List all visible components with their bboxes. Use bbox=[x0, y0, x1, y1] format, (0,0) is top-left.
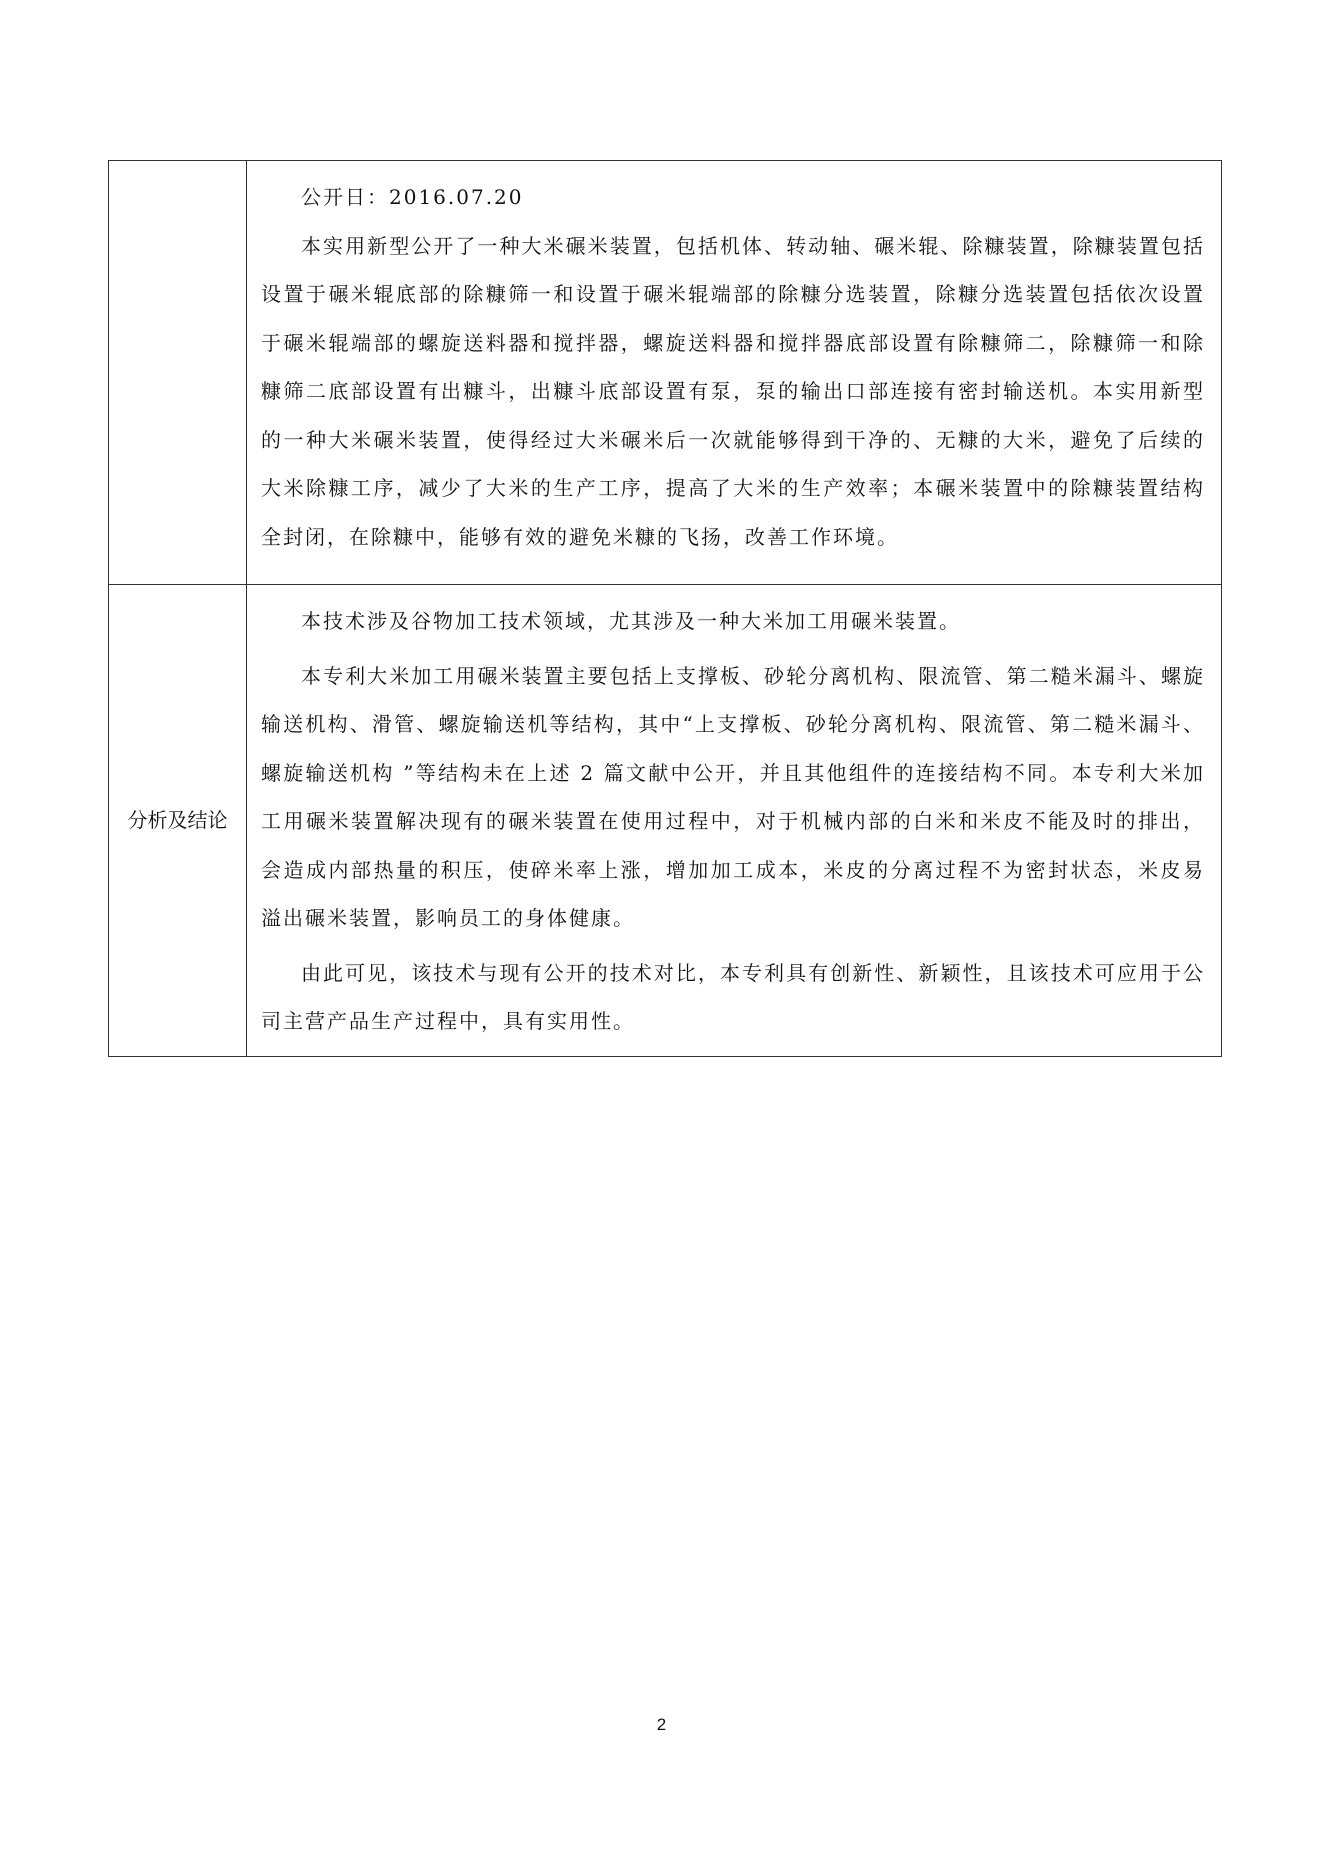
analysis-paragraph-conclusion: 由此可见，该技术与现有公开的技术对比，本专利具有创新性、新颖性，且该技术可应用于公司主营产品生产过程中，具有实用性。 bbox=[261, 960, 1205, 1033]
analysis-content-cell bbox=[247, 585, 1222, 1057]
analysis-paragraph-field: 本技术涉及谷物加工技术领域，尤其涉及一种大米加工用碾米装置。 bbox=[301, 609, 961, 633]
page-number: 2 bbox=[656, 1715, 667, 1734]
analysis-paragraph-comparison: 本专利大米加工用碾米装置主要包括上支撑板、砂轮分离机构、限流管、第二糙米漏斗、螺旋输送机构、滑管、螺旋输送机等结构，其中“上支撑板、砂轮分离机构、限流管、第二糙米漏斗、螺旋输送机构 ”等结构未在上述 2 篇文献中公开，并且其他组件的连接结构不同。本专利大米加工用碾米装置解决现有的碾米装置在使用过程中，对于机械内部的白米和米皮不能及时的排出，会造成内部热量的积压，使碎米率上涨，增加加工成本，米皮的分离过程不为密封状态，米皮易溢出碾米装置，影响员工的身体健康。 bbox=[261, 663, 1205, 930]
publication-content-cell bbox=[247, 161, 1222, 585]
publication-date: 公开日：2016.07.20 bbox=[301, 185, 524, 209]
row-label-empty bbox=[109, 161, 247, 585]
table-row-publication bbox=[109, 161, 1222, 585]
patent-abstract-paragraph: 本实用新型公开了一种大米碾米装置，包括机体、转动轴、碾米辊、除糠装置，除糠装置包括设置于碾米辊底部的除糠筛一和设置于碾米辊端部的除糠分选装置，除糠分选装置包括依次设置于碾米辊端部的螺旋送料器和搅拌器，螺旋送料器和搅拌器底部设置有除糠筛二，除糠筛一和除糠筛二底部设置有出糠斗，出糠斗底部设置有泵，泵的输出口部连接有密封输送机。本实用新型的一种大米碾米装置，使得经过大米碾米后一次就能够得到干净的、无糠的大米，避免了后续的大米除糠工序，减少了大米的生产工序，提高了大米的生产效率；本碾米装置中的除糠装置结构全封闭，在除糠中，能够有效的避免米糠的飞扬，改善工作环境。 bbox=[261, 233, 1205, 549]
analysis-label-cell bbox=[109, 585, 247, 1057]
analysis-conclusion-label: 分析及结论 bbox=[127, 808, 228, 833]
document-table bbox=[108, 160, 1222, 1057]
table-row-analysis bbox=[109, 585, 1222, 1057]
